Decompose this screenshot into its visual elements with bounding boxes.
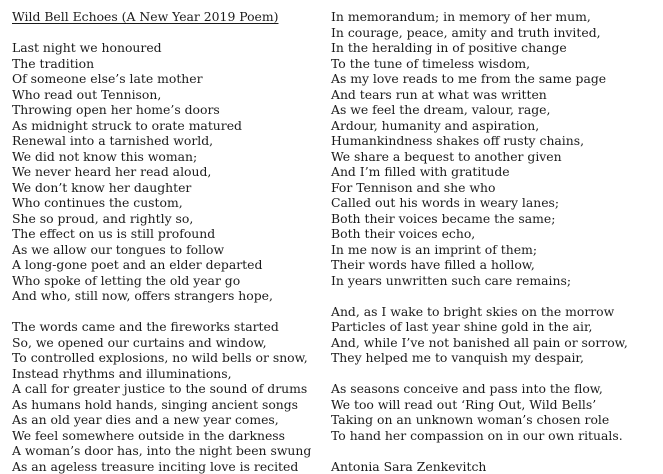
poem-line: Who read out Tennison, xyxy=(12,87,317,103)
poem-line: As an ageless treasure inciting love is recited xyxy=(12,459,317,474)
poem-line: Their words have filled a hollow, xyxy=(331,257,656,273)
poem-line: Both their voices echo, xyxy=(331,226,656,242)
poem-line: We did not know this woman; xyxy=(12,149,317,165)
poem-line: As an old year dies and a new year comes, xyxy=(12,412,317,428)
poem-line: To hand her compassion on in our own rituals. xyxy=(331,428,656,444)
stanza xyxy=(331,9,656,288)
poem-line: Throwing open her home’s doors xyxy=(12,102,317,118)
poem-line: For Tennison and she who xyxy=(331,180,656,196)
poem-line: As we feel the dream, valour, rage, xyxy=(331,102,656,118)
poem-line: As we allow our tongues to follow xyxy=(12,242,317,258)
poem-right-column xyxy=(331,9,656,474)
poem-line: Who spoke of letting the old year go xyxy=(12,273,317,289)
poem-line: So, we opened our curtains and window, xyxy=(12,335,317,351)
poem-line: We feel somewhere outside in the darkness xyxy=(12,428,317,444)
poem-line: A woman’s door has, into the night been swung xyxy=(12,443,317,459)
poem-title: Wild Bell Echoes (A New Year 2019 Poem) xyxy=(12,9,317,25)
poem-line: In the heralding in of positive change xyxy=(331,40,656,56)
poem-left-column xyxy=(12,9,317,474)
poem-line: Renewal into a tarnished world, xyxy=(12,133,317,149)
poem-line: And, while I’ve not banished all pain or sorrow, xyxy=(331,335,656,351)
poem-line: We don’t know her daughter xyxy=(12,180,317,196)
stanza xyxy=(12,40,317,304)
poem-line: And I’m filled with gratitude xyxy=(331,164,656,180)
poem-line: Both their voices became the same; xyxy=(331,211,656,227)
poem-line: To the tune of timeless wisdom, xyxy=(331,56,656,72)
poem-line: We never heard her read aloud, xyxy=(12,164,317,180)
poem-line: We share a bequest to another given xyxy=(331,149,656,165)
poem-line: Instead rhythms and illuminations, xyxy=(12,366,317,382)
poem-line: A call for greater justice to the sound of drums xyxy=(12,381,317,397)
poem-line: Of someone else’s late mother xyxy=(12,71,317,87)
stanza xyxy=(331,304,656,366)
poem-line: The words came and the fireworks started xyxy=(12,319,317,335)
poem-line: Humankindness shakes off rusty chains, xyxy=(331,133,656,149)
poem-line: As humans hold hands, singing ancient songs xyxy=(12,397,317,413)
poem-line: And who, still now, offers strangers hope, xyxy=(12,288,317,304)
stanza xyxy=(12,319,317,474)
poem-line: A long-gone poet and an elder departed xyxy=(12,257,317,273)
poem-line: And tears run at what was written xyxy=(331,87,656,103)
poem-line: As seasons conceive and pass into the flow, xyxy=(331,381,656,397)
poem-line: She so proud, and rightly so, xyxy=(12,211,317,227)
poem-line: In memorandum; in memory of her mum, xyxy=(331,9,656,25)
poem-line: Particles of last year shine gold in the air, xyxy=(331,319,656,335)
poem-line: The effect on us is still profound xyxy=(12,226,317,242)
poem-line: We too will read out ‘Ring Out, Wild Bells’ xyxy=(331,397,656,413)
poem-line: Called out his words in weary lanes; xyxy=(331,195,656,211)
poem-line: Taking on an unknown woman’s chosen role xyxy=(331,412,656,428)
poem-author: Antonia Sara Zenkevitch xyxy=(331,459,656,474)
poem-line: As midnight struck to orate matured xyxy=(12,118,317,134)
poem-line: And, as I wake to bright skies on the morrow xyxy=(331,304,656,320)
poem-line: The tradition xyxy=(12,56,317,72)
poem-line: To controlled explosions, no wild bells or snow, xyxy=(12,350,317,366)
poem-line: Who continues the custom, xyxy=(12,195,317,211)
poem-line: In years unwritten such care remains; xyxy=(331,273,656,289)
stanza xyxy=(331,381,656,443)
poem-line: In courage, peace, amity and truth invited, xyxy=(331,25,656,41)
poem-line: They helped me to vanquish my despair, xyxy=(331,350,656,366)
poem-line: Ardour, humanity and aspiration, xyxy=(331,118,656,134)
poem-line: In me now is an imprint of them; xyxy=(331,242,656,258)
poem-line: Last night we honoured xyxy=(12,40,317,56)
poem-line: As my love reads to me from the same page xyxy=(331,71,656,87)
